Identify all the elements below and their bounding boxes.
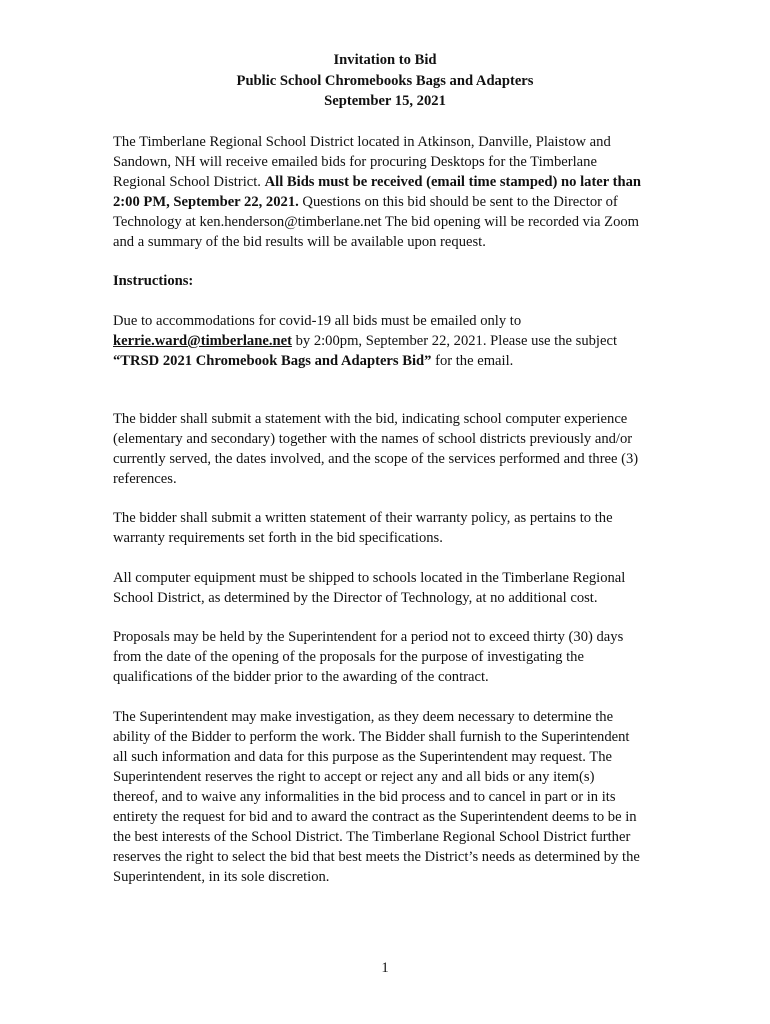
submission-email-link[interactable]: kerrie.ward@timberlane.net [113,333,292,349]
submission-suffix: for the email. [431,353,514,369]
investigation-paragraph: The Superintendent may make investigation, as they deem necessary to determine the ability of the Bidder to perform the work. The Bidder shall furnish to the Superintendent all such information and data for this purpose as the Superintendent may request. The Superintendent reserves the right to accept or reject any and all bids or any item(s) thereof, and to waive any informalities in the bid process and to cancel in part or in its entirety the request for bid and to award the contract as the Superintendent deems to be in the best interests of the School District. The Timberlane Regional School District further reserves the right to select the bid that best meets the District’s needs as determined by the Superintendent, in its sole discretion. [113,709,640,885]
title-line-1: Invitation to Bid [333,52,437,68]
experience-paragraph: The bidder shall submit a statement with the bid, indicating school computer experience (elementary and secondary) together with the names of school districts previously and/or currently served, the dates involved, and the scope of the services performed and three (3) references. [113,411,639,487]
proposals-paragraph: Proposals may be held by the Superintendent for a period not to exceed thirty (30) days from the date of the opening of the proposals for the purpose of investigating the qualifications of the bidder prior to the awarding of the contract. [113,629,624,685]
intro-text-a: The Timberlane Regional School District located in Atkinson, Danville, Plaistow and Sandown, NH will receive emailed bids for procuring Desktops for the Timberlane Regional School District. [113,134,611,190]
submission-paragraph [113,311,643,371]
intro-paragraph [113,132,643,252]
warranty-paragraph: The bidder shall submit a written statement of their warranty policy, as pertains to the warranty requirements set forth in the bid specifications. [113,510,613,546]
submission-deadline-text: by 2:00pm, September 22, 2021. Please use the subject [291,333,617,349]
document-title [0,50,770,112]
page-number: 1 [381,960,389,976]
bid-deadline: All Bids must be received (email time stamped) no later than 2:00 PM, September 22, 2021. [113,174,642,210]
covid-text: Due to accommodations for covid-19 all bids must be emailed only to [113,313,522,329]
instructions-heading-text: Instructions: [113,273,194,289]
email-subject: “TRSD 2021 Chromebook Bags and Adapters Bid” [113,353,432,369]
intro-text-b: Questions on this bid should be sent to the Director of Technology at ken.henderson@timberlane.net The bid opening will be recorded via Zoom and a summary of the bid results will be available upon request. [113,194,640,250]
shipping-paragraph: All computer equipment must be shipped to schools located in the Timberlane Regional School District, as determined by the Director of Technology, at no additional cost. [113,570,626,606]
title-date: September 15, 2021 [324,93,446,109]
instructions-heading [113,271,643,291]
title-line-2: Public School Chromebooks Bags and Adapters [236,72,534,89]
